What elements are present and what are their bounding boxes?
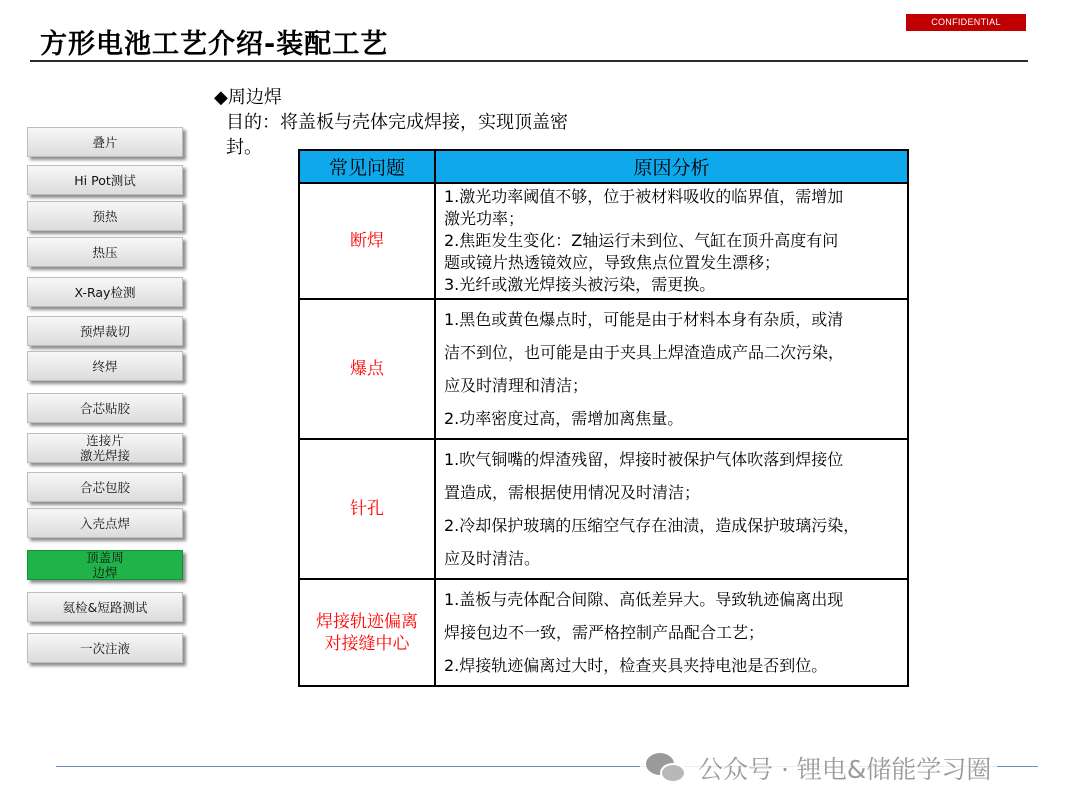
cause-cell [435,579,908,686]
cause-line: 焊接包边不一致，需严格控制产品配合工艺； [444,623,765,642]
problem-cell: 爆点 [299,299,435,439]
header-problem: 常见问题 [299,150,435,183]
table-row [299,579,908,686]
problem-cell: 断焊 [299,183,435,299]
sidebar-item-hipot-test[interactable]: Hi Pot测试 [27,165,183,195]
cause-cell [435,183,908,299]
cause-line: 2.功率密度过高，需增加离焦量。 [444,409,684,428]
problem-cell: 焊接轨迹偏离 对接缝中心 [299,579,435,686]
section-heading: ◆周边焊 [214,87,282,108]
sidebar-item-core-taping[interactable]: 合芯贴胶 [27,393,183,423]
section-purpose: 目的：将盖板与壳体完成焊接，实现顶盖密 封。 [226,112,568,158]
sidebar-item-preheat[interactable]: 预热 [27,201,183,231]
wechat-icon [646,751,688,785]
page-title: 方形电池工艺介绍-装配工艺 [40,29,389,60]
cause-line: 2.焊接轨迹偏离过大时，检查夹具夹持电池是否到位。 [444,656,828,675]
table-header-row [299,150,908,183]
cause-line: 2.冷却保护玻璃的压缩空气存在油渍，造成保护玻璃污染， [444,516,860,535]
cause-line: 应及时清洁。 [444,549,541,568]
cause-line: 1.激光功率阈值不够，位于被材料吸收的临界值，需增加 [444,187,844,206]
cause-line: 应及时清理和清洁； [444,376,589,395]
table-row [299,299,908,439]
cause-line: 题或镜片热透镜效应，导致焦点位置发生漂移； [444,253,781,272]
sidebar-item-pre-weld-cut[interactable]: 预焊裁切 [27,316,183,346]
sidebar-item-hot-press[interactable]: 热压 [27,237,183,267]
watermark [640,748,997,788]
issue-analysis-table [298,149,909,687]
title-divider [30,60,1028,62]
table-row [299,439,908,579]
cause-line: 2.焦距发生变化：Z轴运行未到位、气缸在顶升高度有问 [444,231,839,250]
cause-line: 1.盖板与壳体配合间隙、高低差异大。导致轨迹偏离出现 [444,590,844,609]
table-row [299,183,908,299]
cause-cell [435,299,908,439]
problem-cell: 针孔 [299,439,435,579]
cause-cell [435,439,908,579]
cause-line: 激光功率； [444,209,525,228]
cause-line: 置造成，需根据使用情况及时清洁； [444,483,701,502]
cause-line: 1.吹气铜嘴的焊渣残留，焊接时被保护气体吹落到焊接位 [444,450,844,469]
sidebar-item-connector-laser-weld[interactable]: 连接片 激光焊接 [27,433,183,463]
watermark-text: 公众号 · 锂电&储能学习圈 [698,755,992,784]
confidential-badge: CONFIDENTIAL [906,14,1026,31]
cause-line: 洁不到位，也可能是由于夹具上焊渣造成产品二次污染， [444,343,845,362]
sidebar-item-core-wrapping[interactable]: 合芯包胶 [27,472,183,502]
sidebar-item-top-cover-perimeter-weld[interactable]: 顶盖周 边焊 [27,550,183,580]
header-cause: 原因分析 [435,150,908,183]
sidebar-item-final-weld[interactable]: 终焊 [27,351,183,381]
cause-line: 1.黑色或黄色爆点时，可能是由于材料本身有杂质，或清 [444,310,844,329]
sidebar-item-stacking[interactable]: 叠片 [27,127,183,157]
sidebar-item-xray-inspection[interactable]: X-Ray检测 [27,277,183,307]
sidebar-item-first-electrolyte-fill[interactable]: 一次注液 [27,633,183,663]
cause-line: 3.光纤或激光焊接头被污染，需更换。 [444,275,716,294]
sidebar-item-case-spot-weld[interactable]: 入壳点焊 [27,508,183,538]
sidebar-item-helium-short-test[interactable]: 氦检&短路测试 [27,592,183,622]
